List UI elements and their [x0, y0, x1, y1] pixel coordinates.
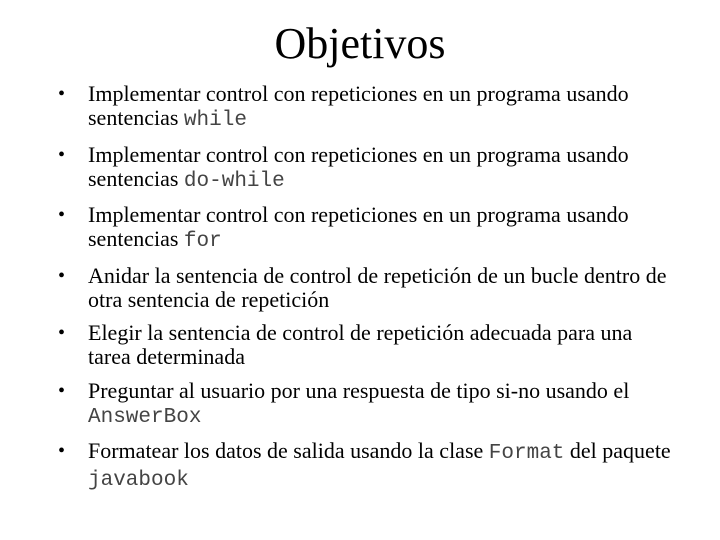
item-text: Elegir la sentencia de control de repetición adecuada para una tarea determinada [88, 320, 633, 369]
list-item [58, 143, 678, 194]
bullet-icon: • [58, 264, 66, 287]
item-text: Formatear los datos de salida usando la clase [88, 438, 489, 463]
item-code: Format [488, 442, 565, 465]
objectives-list [58, 82, 678, 503]
item-code: do-while [183, 169, 285, 193]
bullet-icon: • [58, 379, 66, 402]
bullet-icon: • [58, 204, 66, 226]
item-text: Implementar control con repeticiones en un programa usando sentencias [88, 81, 629, 130]
item-text: Implementar control con repeticiones en un programa usando sentencias [88, 202, 629, 251]
list-item [58, 203, 678, 254]
item-text-after: del paquete [564, 438, 671, 463]
list-item [58, 321, 678, 369]
list-item [58, 379, 678, 430]
bullet-icon: • [58, 83, 66, 105]
slide-title: Objetivos [274, 19, 446, 68]
item-text: Preguntar al usuario por una respuesta de tipo si-no usando el [88, 377, 630, 403]
item-text: Implementar control con repeticiones en un programa usando sentencias [88, 141, 629, 191]
list-item [58, 439, 678, 493]
item-code-package: javabook [88, 469, 189, 492]
bullet-icon: • [58, 143, 66, 166]
item-code: while [183, 109, 247, 132]
item-text: Anidar la sentencia de control de repetición de un bucle dentro de otra sentencia de repetición [88, 262, 667, 312]
bullet-icon: • [58, 322, 66, 344]
item-code: for [183, 230, 222, 253]
item-code: AnswerBox [88, 405, 202, 429]
bullet-icon: • [58, 440, 66, 462]
list-item [58, 264, 678, 312]
list-item [58, 82, 678, 133]
